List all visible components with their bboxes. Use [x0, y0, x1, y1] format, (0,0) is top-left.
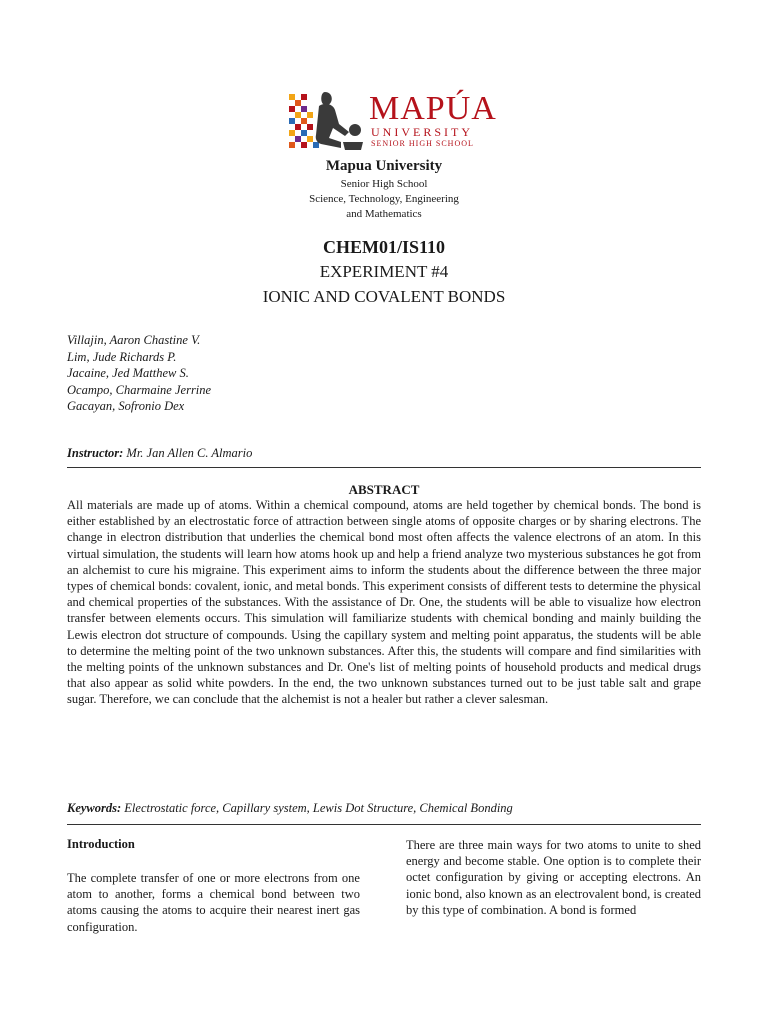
keywords-line	[67, 801, 513, 816]
instructor-name: Mr. Jan Allen C. Almario	[123, 446, 253, 460]
university-name: Mapua University	[325, 158, 443, 174]
author-list	[67, 332, 211, 415]
logo-brand-sub2: SENIOR HIGH SCHOOL	[371, 139, 474, 148]
divider-bottom	[67, 824, 701, 825]
school-line-3: and Mathematics	[346, 208, 422, 220]
instructor-line	[67, 446, 252, 461]
instructor-label: Instructor:	[67, 446, 124, 460]
experiment-number: EXPERIMENT #4	[319, 262, 449, 281]
school-line-1: Senior High School	[340, 178, 428, 190]
author-name: Gacayan, Sofronio Dex	[67, 399, 185, 413]
introduction-left-column: The complete transfer of one or more electrons from one atom to another, forms a chemical bond between two atoms causing the atoms to acquire their nearest inert gas configuration.	[67, 871, 360, 934]
logo-emblem-icon	[285, 86, 369, 158]
abstract-heading: ABSTRACT	[348, 482, 420, 497]
logo-brand-sub: UNIVERSITY	[371, 125, 473, 139]
abstract-body: All materials are made up of atoms. Within a chemical compound, atoms are held together by chemical bonds. The bond is either established by an electrostatic force of attraction between single atoms of opposite charges or by sharing electrons. The change in electron distribution that underlies the chemical bond most often affects the valence electrons of an atom. In this virtual simulation, the students will learn how atoms hook up and help a friend analyze two mysterious substances he got from an alchemist to cure his migraine. This experiment aims to inform the students about the difference between the three major types of chemical bonds: covalent, ionic, and metal bonds. This experiment consists of different tests to determine the physical and chemical properties of the substances. With the assistance of Dr. One, the students will be able to visualize how electron transfer between elements occurs. This simulation will familiarize students with chemical bonding and mainly building the Lewis electron dot structure of compounds. Using the capillary system and melting point apparatus, the students will be able to determine the melting point of the two unknown substances. After this, the students will compare and find similarities with the melting points of the unknown substances and Dr. One's list of melting points of household products and medical drugs that also appear as solid white powders. In the end, the two unknown substances turned out to be just table salt and grape sugar. Therefore, we can conclude that the alchemist is not a healer but rather a clever salesman.	[67, 498, 701, 707]
author-name: Villajin, Aaron Chastine V.	[67, 333, 201, 347]
keywords-text: Electrostatic force, Capillary system, Lewis Dot Structure, Chemical Bonding	[121, 801, 513, 815]
introduction-right-column: There are three main ways for two atoms to unite to shed energy and become stable. One option is to complete their octet configuration by giving or accepting electrons. An ionic bond, also known as an electrovalent bond, is created by this type of combination. A bond is formed	[406, 838, 701, 917]
logo-wordmark	[369, 92, 497, 149]
author-name: Lim, Jude Richards P.	[67, 349, 177, 364]
keywords-label: Keywords:	[67, 801, 122, 815]
school-line-2: Science, Technology, Engineering	[309, 193, 459, 205]
university-logo	[285, 86, 497, 158]
introduction-heading: Introduction	[67, 837, 135, 851]
author-name: Jacaine, Jed Matthew S.	[67, 366, 189, 380]
author-name: Ocampo, Charmaine Jerrine	[67, 382, 212, 397]
divider-top	[67, 467, 701, 468]
logo-brand-main: MAPÚA	[369, 90, 497, 127]
paper-title: IONIC AND COVALENT BONDS	[262, 287, 506, 306]
course-code: CHEM01/IS110	[322, 237, 446, 257]
